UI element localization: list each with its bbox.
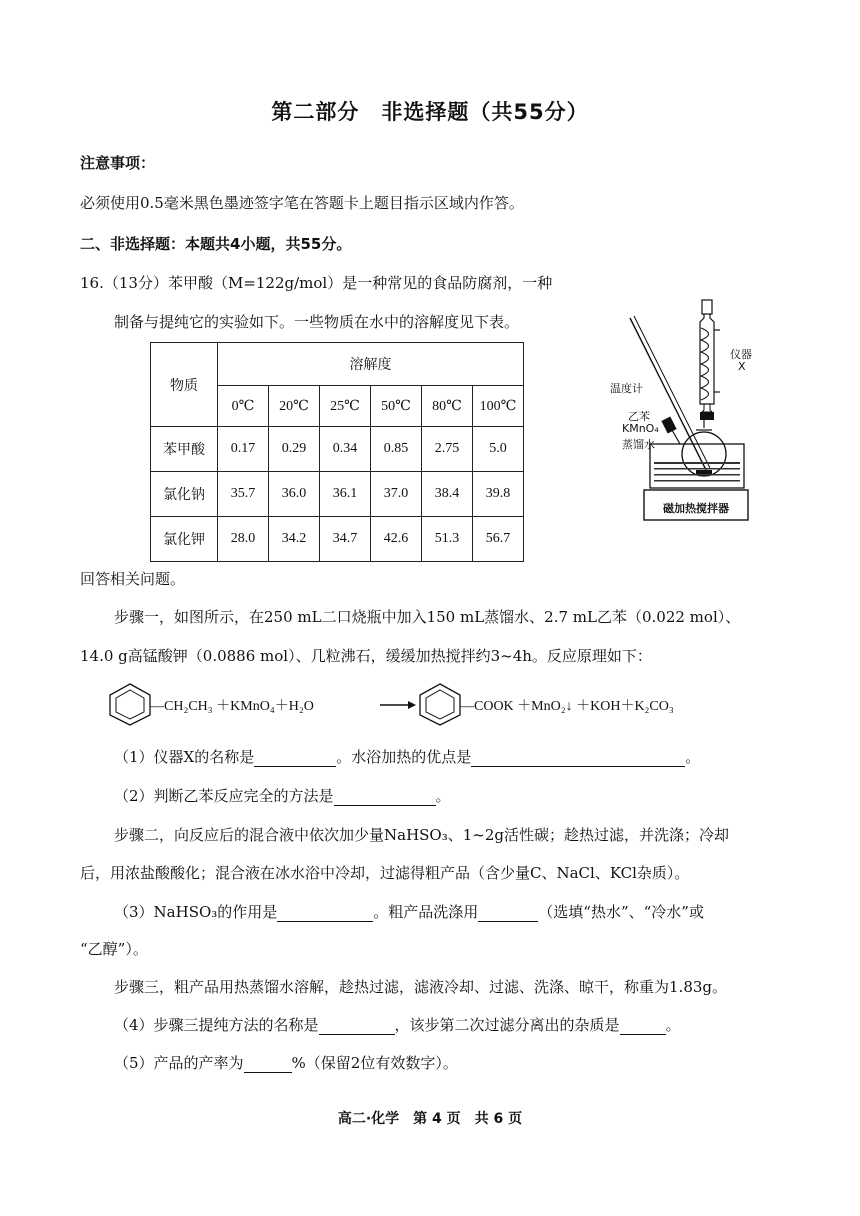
q3-prefix: （3）NaHSO₃的作用是 — [114, 903, 278, 921]
table-cell: 5.0 — [473, 427, 524, 472]
solubility-table — [150, 342, 524, 562]
notice-text: 必须使用0.5毫米黑色墨迹签字笔在答题卡上题目指示区域内作答。 — [80, 194, 524, 212]
table-header-solubility: 溶解度 — [218, 343, 524, 386]
question-3-cont: “乙醇”）。 — [80, 940, 148, 958]
answer-blank[interactable] — [334, 789, 436, 806]
reaction-equation — [104, 683, 764, 727]
temp-header: 80℃ — [422, 386, 473, 427]
q4-middle: ，该步第二次过滤分离出的杂质是 — [394, 1016, 620, 1034]
table-cell: 0.34 — [320, 427, 371, 472]
q3-middle: 。粗产品洗涤用 — [373, 903, 479, 921]
q4-prefix: （4）步骤三提纯方法的名称是 — [114, 1016, 319, 1034]
question-16-intro-cont: 制备与提纯它的实验如下。一些物质在水中的溶解度见下表。 — [114, 313, 520, 331]
thermometer-label: 温度计 — [610, 382, 643, 395]
table-cell: 56.7 — [473, 517, 524, 562]
answer-blank[interactable] — [478, 905, 538, 922]
table-row — [151, 427, 524, 472]
row-name: 氯化钠 — [151, 472, 218, 517]
table-header-substance: 物质 — [151, 343, 218, 427]
answer-blank[interactable] — [471, 750, 685, 767]
instrument-label: 仪器 — [730, 348, 752, 361]
table-row — [151, 517, 524, 562]
table-cell: 51.3 — [422, 517, 473, 562]
instrument-x-label: X — [738, 360, 746, 373]
table-cell: 0.17 — [218, 427, 269, 472]
step3: 步骤三，粗产品用热蒸馏水溶解，趁热过滤，滤液冷却、过滤、洗涤、晾干，称重为1.83g。 — [114, 978, 728, 996]
table-cell: 0.85 — [371, 427, 422, 472]
water-label: 蒸馏水 — [622, 438, 655, 451]
table-cell: 2.75 — [422, 427, 473, 472]
table-row — [151, 472, 524, 517]
answer-blank[interactable] — [620, 1018, 666, 1035]
equation-products: —COOK ＋MnO₂↓ ＋KOH＋K₂CO₃ — [460, 699, 674, 714]
table-cell: 28.0 — [218, 517, 269, 562]
q2-prefix: （2）判断乙苯反应完全的方法是 — [114, 787, 334, 805]
question-16-intro: 16.（13分）苯甲酸（M=122g/mol）是一种常见的食品防腐剂，一种 — [80, 274, 553, 292]
q3-options: （选填“热水”、“冷水”或 — [538, 903, 704, 921]
temp-header: 20℃ — [269, 386, 320, 427]
table-cell: 37.0 — [371, 472, 422, 517]
question-4 — [114, 1014, 681, 1035]
page-title: 第二部分 非选择题（共55分） — [271, 100, 589, 124]
step1-line2: 14.0 g高锰酸钾（0.0886 mol）、几粒沸石，缓缓加热搅拌约3~4h。反应原理如下： — [80, 647, 652, 665]
table-cell: 34.2 — [269, 517, 320, 562]
q2-end: 。 — [435, 787, 451, 805]
step2-line1: 步骤二，向反应后的混合液中依次加少量NaHSO₃、1~2g活性碳；趁热过滤，并洗涤；冷却 — [114, 826, 729, 844]
kmno4-label: KMnO₄ — [622, 422, 659, 435]
table-cell: 39.8 — [473, 472, 524, 517]
step2-line2: 后，用浓盐酸酸化；混合液在冰水浴中冷却，过滤得粗产品（含少量C、NaCl、KCl杂质）。 — [80, 864, 690, 882]
q4-end: 。 — [665, 1016, 681, 1034]
table-cell: 36.0 — [269, 472, 320, 517]
q1-middle: 。水浴加热的优点是 — [336, 748, 472, 766]
answer-prompt: 回答相关问题。 — [80, 570, 186, 588]
table-cell: 34.7 — [320, 517, 371, 562]
table-cell: 38.4 — [422, 472, 473, 517]
step1-line1: 步骤一，如图所示，在250 mL二口烧瓶中加入150 mL蒸馏水、2.7 mL乙苯（0.022 mol）、 — [114, 608, 741, 626]
question-1 — [114, 746, 700, 767]
answer-blank[interactable] — [277, 905, 373, 922]
section-heading: 二、非选择题：本题共4小题，共55分。 — [80, 235, 352, 253]
table-cell: 36.1 — [320, 472, 371, 517]
apparatus-figure — [606, 294, 776, 530]
answer-blank[interactable] — [254, 750, 336, 767]
q5-prefix: （5）产品的产率为 — [114, 1054, 244, 1072]
table-cell: 35.7 — [218, 472, 269, 517]
notice-heading: 注意事项： — [80, 154, 156, 172]
row-name: 氯化钾 — [151, 517, 218, 562]
page-footer: 高二·化学 第 4 页 共 6 页 — [337, 1111, 523, 1127]
answer-blank[interactable] — [319, 1018, 395, 1035]
table-cell: 42.6 — [371, 517, 422, 562]
temp-header: 25℃ — [320, 386, 371, 427]
question-5 — [114, 1052, 458, 1073]
answer-blank[interactable] — [244, 1056, 292, 1073]
temp-header: 100℃ — [473, 386, 524, 427]
q1-prefix: （1）仪器X的名称是 — [114, 748, 255, 766]
question-2 — [114, 785, 451, 806]
q1-end: 。 — [685, 748, 701, 766]
temp-header: 50℃ — [371, 386, 422, 427]
row-name: 苯甲酸 — [151, 427, 218, 472]
table-cell: 0.29 — [269, 427, 320, 472]
question-3 — [114, 901, 704, 922]
equation-reactants: —CH₂CH₃ ＋KMnO₄＋H₂O — [150, 699, 314, 714]
stirrer-label: 磁加热搅拌器 — [663, 502, 729, 515]
temp-header: 0℃ — [218, 386, 269, 427]
ethylbenzene-label: 乙苯 — [628, 410, 650, 423]
q5-end: %（保留2位有效数字）。 — [291, 1054, 458, 1072]
